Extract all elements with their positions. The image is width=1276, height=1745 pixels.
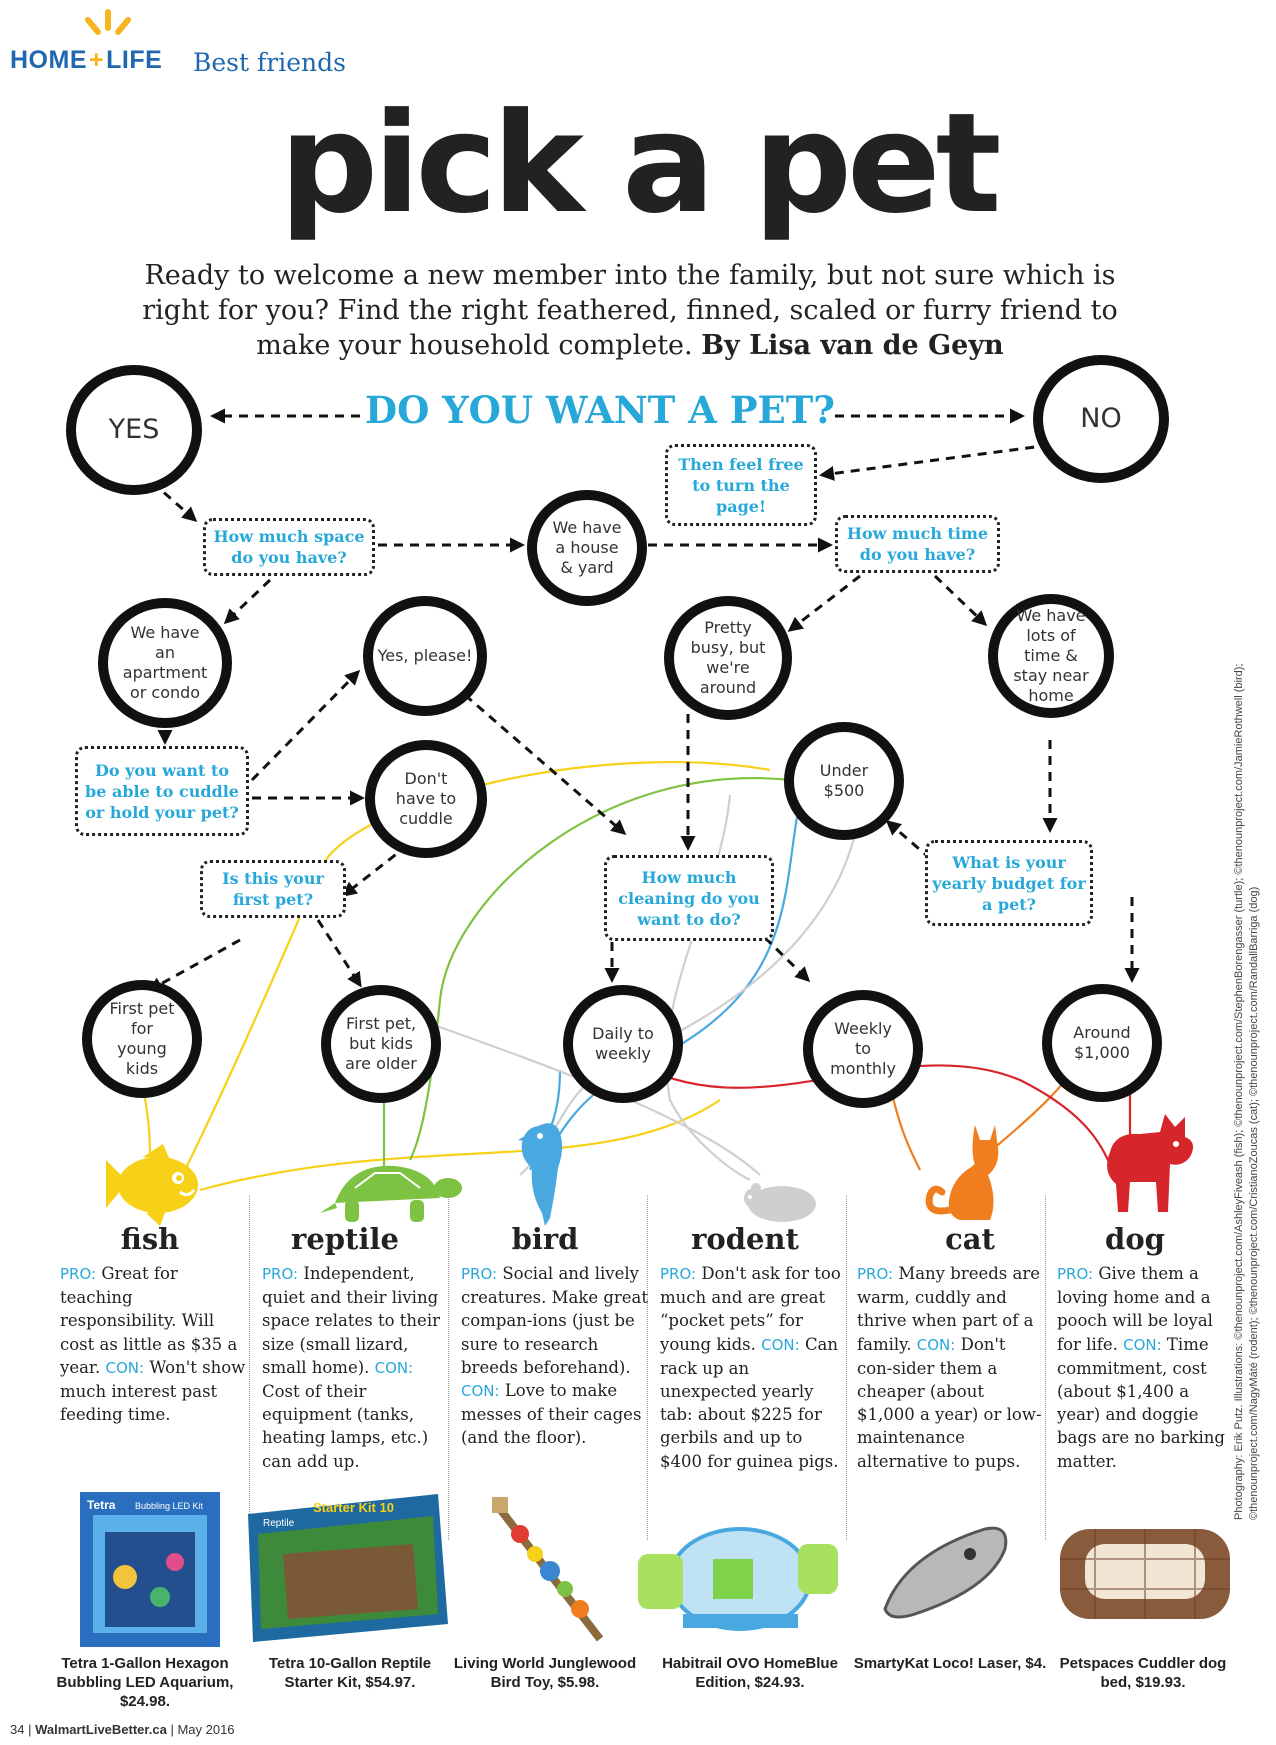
page-title: pick a pet	[279, 83, 997, 244]
fish-product-caption: Tetra 1-Gallon Hexagon Bubbling LED Aquarium, $24.98.	[56, 1655, 234, 1710]
dont-cuddle-node: Don't have to cuddle	[365, 740, 487, 858]
dog-product-image	[1050, 1484, 1240, 1654]
first-pet-older-kids-node: First pet, but kids are older	[321, 985, 441, 1103]
reptile-product-image	[240, 1484, 455, 1654]
fish-box-line: Bubbling LED Kit	[135, 1500, 204, 1511]
reptile-description: PRO: Independent, quiet and their living space relates to their size (small lizard, small home). CON: Cost of their equipment (tanks, heating lamps, etc.) can add up.	[262, 1264, 440, 1471]
bird-product-caption: Living World Junglewood Bird Toy, $5.98.	[453, 1655, 637, 1691]
cat-icon	[920, 1120, 1010, 1230]
space-question: How much space do you have?	[203, 518, 375, 576]
budget-question: What is your yearly budget for a pet?	[925, 840, 1093, 926]
under-500-node: Under $500	[784, 722, 904, 840]
brand-home: HOME	[10, 46, 87, 74]
page-number: 34	[10, 1722, 25, 1737]
footer: 34 | WalmartLiveBetter.ca | May 2016	[10, 1722, 235, 1737]
rodent-icon	[740, 1178, 820, 1224]
section-name: Best friends	[193, 48, 346, 77]
pretty-busy-node: Pretty busy, but we're around	[664, 596, 792, 720]
turn-page-box: Then feel free to turn the page!	[665, 444, 817, 526]
bird-title: bird	[511, 1222, 579, 1256]
bird-product-image	[460, 1484, 640, 1654]
yes-please-node: Yes, please!	[363, 596, 487, 716]
rodent-product-image	[630, 1484, 850, 1654]
first-pet-question: Is this your first pet?	[200, 860, 346, 918]
rodent-description: PRO: Don't ask for too much and are great “pocket pets” for young kids. CON: Can rack up an unexpected yearly tab: about $225 for gerbils and up to $400 for guinea pigs.	[660, 1264, 841, 1471]
lots-of-time-node: We have lots of time & stay near home	[988, 594, 1114, 718]
fish-box-brand: Tetra	[87, 1497, 116, 1512]
weekly-monthly-node: Weekly to monthly	[803, 990, 923, 1108]
bird-icon	[510, 1118, 580, 1228]
footer-site[interactable]: WalmartLiveBetter.ca	[35, 1722, 167, 1737]
footer-date: May 2016	[177, 1722, 235, 1737]
dog-description: PRO: Give them a loving home and a pooch will be loyal for life. CON: Time commitment, cost (about $1,400 a year) and doggie bags are no barking matter.	[1057, 1264, 1225, 1471]
dog-title: dog	[1105, 1222, 1165, 1256]
photo-credits: Photography: Erik Putz. Illustrations: ©thenounproject.com/AshleyFiveash (fish); ©thenounproject.com/StephenBorengasser (turtle); ©thenounproject.com/JamieRothwell (bird); ©thenounproject.com/NagyMáté (rodent); ©thenounproject.com/CristianoZoucas (cat); ©thenounproject.com/RandallBarriga (dog)	[1233, 663, 1260, 1520]
house-yard-node: We have a house & yard	[527, 490, 647, 606]
fish-product-image	[65, 1484, 235, 1654]
bird-description: PRO: Social and lively creatures. Make great compan-ions (just be sure to research breeds beforehand). CON: Love to make messes of their cages (and the floor).	[461, 1264, 649, 1448]
dog-product-caption: Petspaces Cuddler dog bed, $19.93.	[1059, 1655, 1227, 1691]
apartment-node: We have an apartment or condo	[98, 598, 232, 728]
yes-node: YES	[66, 365, 202, 495]
reptile-box-brand: Reptile	[262, 1518, 294, 1529]
fish-icon	[88, 1140, 208, 1230]
fish-title: fish	[120, 1222, 180, 1256]
reptile-box-line: Starter Kit 10	[312, 1500, 394, 1515]
brand-plus: +	[89, 46, 105, 74]
cat-description: PRO: Many breeds are warm, cuddly and thrive when part of a family. CON: Don't con-sider them a cheaper (about $1,000 a year) or low-maintenance alternative to pups.	[857, 1264, 1042, 1471]
cuddle-question: Do you want to be able to cuddle or hold your pet?	[75, 746, 249, 836]
cat-title: cat	[945, 1222, 995, 1256]
around-1000-node: Around $1,000	[1042, 984, 1162, 1102]
rodent-title: rodent	[691, 1222, 799, 1256]
turtle-icon	[315, 1158, 465, 1228]
time-question: How much time do you have?	[835, 515, 1000, 573]
no-node: NO	[1033, 355, 1169, 483]
byline: By Lisa van de Geyn	[701, 330, 1004, 361]
intro-text: Ready to welcome a new member into the family, but not sure which is right for you? Find the right feathered, finned, scaled or furry friend to make your household complete.	[142, 260, 1118, 361]
daily-weekly-node: Daily to weekly	[563, 985, 683, 1103]
cat-product-image	[870, 1484, 1020, 1654]
dog-icon	[1090, 1112, 1200, 1227]
reptile-title: reptile	[291, 1222, 399, 1256]
rodent-product-caption: Habitrail OVO HomeBlue Edition, $24.93.	[662, 1655, 838, 1691]
cleaning-question: How much cleaning do you want to do?	[604, 855, 774, 941]
brand-life: LIFE	[106, 46, 163, 74]
fish-description: PRO: Great for teaching responsibility. Will cost as little as $35 a year. CON: Won't show much interest past feeding time.	[60, 1264, 246, 1425]
cat-product-caption: SmartyKat Loco! Laser, $4.	[853, 1655, 1047, 1672]
reptile-product-caption: Tetra 10-Gallon Reptile Starter Kit, $54.97.	[268, 1655, 432, 1691]
main-question: DO YOU WANT A PET?	[365, 388, 835, 432]
first-pet-young-kids-node: First pet for young kids	[82, 980, 202, 1098]
